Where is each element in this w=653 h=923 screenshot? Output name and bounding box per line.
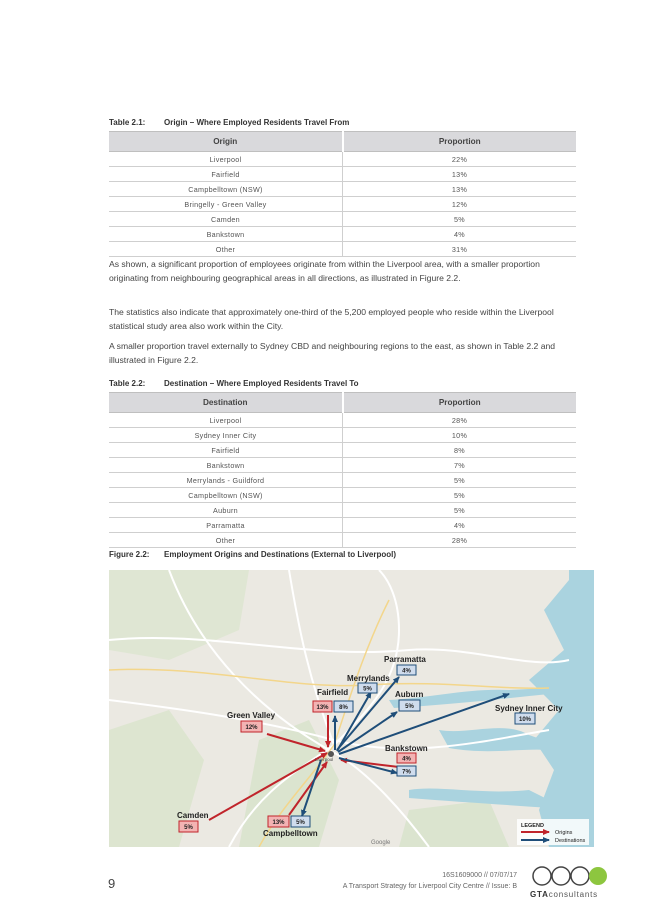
map-canvas [109,570,594,847]
legend-origins-label: Origins [555,830,573,836]
table-2-2-title: Destination – Where Employed Residents Travel To [164,379,359,388]
legend-destinations-label: Destinations [555,838,586,844]
destination-table-row [109,503,576,518]
paragraph-2: The statistics also indicate that approximately one-third of the 5,200 employed people who reside within the Liverpool statistical study area also work within the City. [109,307,554,331]
origin-table-proportion-cell: 12% [343,197,577,212]
destination-table-row [109,458,576,473]
destination-table-row [109,488,576,503]
destination-table-name-cell: Other [109,533,343,548]
footer-reference-block [343,870,517,892]
paragraph-1: As shown, a significant proportion of employees originate from within the Liverpool area, with a smaller proportion originating from neighbouring geographical areas in all directions, as illustrated in Figure 2.2. [109,259,540,283]
value-fairfield-origin: 13% [316,704,329,711]
label-bankstown: Bankstown [385,744,428,753]
origin-table-name-cell: Camden [109,212,343,227]
value-parramatta-dest: 4% [402,668,411,675]
origin-table-name-cell: Campbelltown (NSW) [109,182,343,197]
value-green-valley-origin: 12% [245,724,258,731]
destination-table-name-cell: Merrylands - Guildford [109,473,343,488]
google-attribution: Google [371,840,391,846]
legend-title: LEGEND [521,823,544,829]
destination-table-row [109,413,576,428]
destination-table-proportion-cell: 8% [343,443,577,458]
origin-table-proportion-cell: 5% [343,212,577,227]
destination-table-proportion-cell: 7% [343,458,577,473]
origin-table-proportion-cell: 31% [343,242,577,257]
footer-document-title: A Transport Strategy for Liverpool City Centre // Issue: B [342,883,517,890]
origin-table [109,131,576,257]
logo-text-rest: consultants [548,890,598,899]
page-number: 9 [108,876,116,891]
value-campbelltown-dest: 5% [296,819,305,826]
label-auburn: Auburn [395,690,424,699]
destination-table-name-cell: Campbelltown (NSW) [109,488,343,503]
label-parramatta: Parramatta [384,655,426,664]
liverpool-map-label: Liverpool [315,757,334,762]
value-auburn-dest: 5% [405,703,414,710]
destination-table-proportion-cell: 28% [343,413,577,428]
value-campbelltown-origin: 13% [272,819,285,826]
logo-text-bold: GTA [530,890,549,899]
destination-table-row [109,443,576,458]
destination-table-name-cell: Auburn [109,503,343,518]
origin-table-proportion-cell: 22% [343,152,577,167]
footer-reference: 16S1609000 // 07/07/17 [442,872,517,879]
destination-table-name-cell: Liverpool [109,413,343,428]
paragraph-3: A smaller proportion travel externally to Sydney CBD and neighbouring regions to the east, as shown in Table 2.2 and illustrated in Figure 2.2. [109,341,556,365]
destination-table-proportion-cell: 5% [343,488,577,503]
origin-table-row [109,197,576,212]
destination-table-row [109,428,576,443]
label-green-valley: Green Valley [227,711,276,720]
figure-2-2-title: Employment Origins and Destinations (External to Liverpool) [164,550,397,559]
origin-table-name-cell: Fairfield [109,167,343,182]
value-fairfield-dest: 8% [339,704,348,711]
table-2-2-number: Table 2.2: [109,379,146,388]
origin-table-row [109,242,576,257]
value-camden-origin: 5% [184,824,193,831]
destination-table [109,392,576,548]
table-2-1-caption [109,118,349,127]
table-2-1-title: Origin – Where Employed Residents Travel From [164,118,350,127]
destination-table-name-cell: Bankstown [109,458,343,473]
origin-table-header-proportion: Proportion [343,132,577,152]
label-camden: Camden [177,811,209,820]
origin-table-header-origin: Origin [109,132,343,152]
figure-2-2-caption [109,550,396,559]
figure-2-2-number: Figure 2.2: [109,550,150,559]
label-merrylands: Merrylands [347,674,390,683]
destination-table-name-cell: Fairfield [109,443,343,458]
origin-table-row [109,152,576,167]
label-campbelltown: Campbelltown [263,829,318,838]
destination-table-proportion-cell: 5% [343,473,577,488]
origin-table-name-cell: Bringelly - Green Valley [109,197,343,212]
destination-table-header-destination: Destination [109,393,343,413]
origin-table-row [109,182,576,197]
table-2-2-caption [109,379,359,388]
origin-table-name-cell: Other [109,242,343,257]
table-2-1-number: Table 2.1: [109,118,146,127]
destination-table-row [109,533,576,548]
destination-table-name-cell: Sydney Inner City [109,428,343,443]
value-bankstown-dest: 7% [402,769,411,776]
value-bankstown-origin: 4% [402,756,411,763]
origin-table-name-cell: Bankstown [109,227,343,242]
destination-table-proportion-cell: 4% [343,518,577,533]
label-fairfield: Fairfield [317,688,349,697]
value-sydney-dest: 10% [518,716,532,723]
destination-table-proportion-cell: 5% [343,503,577,518]
destination-table-row [109,518,576,533]
origin-table-row [109,167,576,182]
origin-table-name-cell: Liverpool [109,152,343,167]
label-sydney-inner-city: Sydney Inner City [495,704,563,713]
destination-table-name-cell: Parramatta [109,518,343,533]
origin-table-row [109,227,576,242]
map-legend [517,819,589,845]
value-merrylands-dest: 5% [363,686,372,693]
destination-table-header-proportion: Proportion [343,393,577,413]
origin-table-proportion-cell: 13% [343,182,577,197]
origin-table-row [109,212,576,227]
origin-table-proportion-cell: 4% [343,227,577,242]
destination-table-proportion-cell: 28% [343,533,577,548]
destination-table-proportion-cell: 10% [343,428,577,443]
origin-table-proportion-cell: 13% [343,167,577,182]
employment-map [109,570,594,847]
destination-table-row [109,473,576,488]
gta-logo-text [530,890,598,899]
